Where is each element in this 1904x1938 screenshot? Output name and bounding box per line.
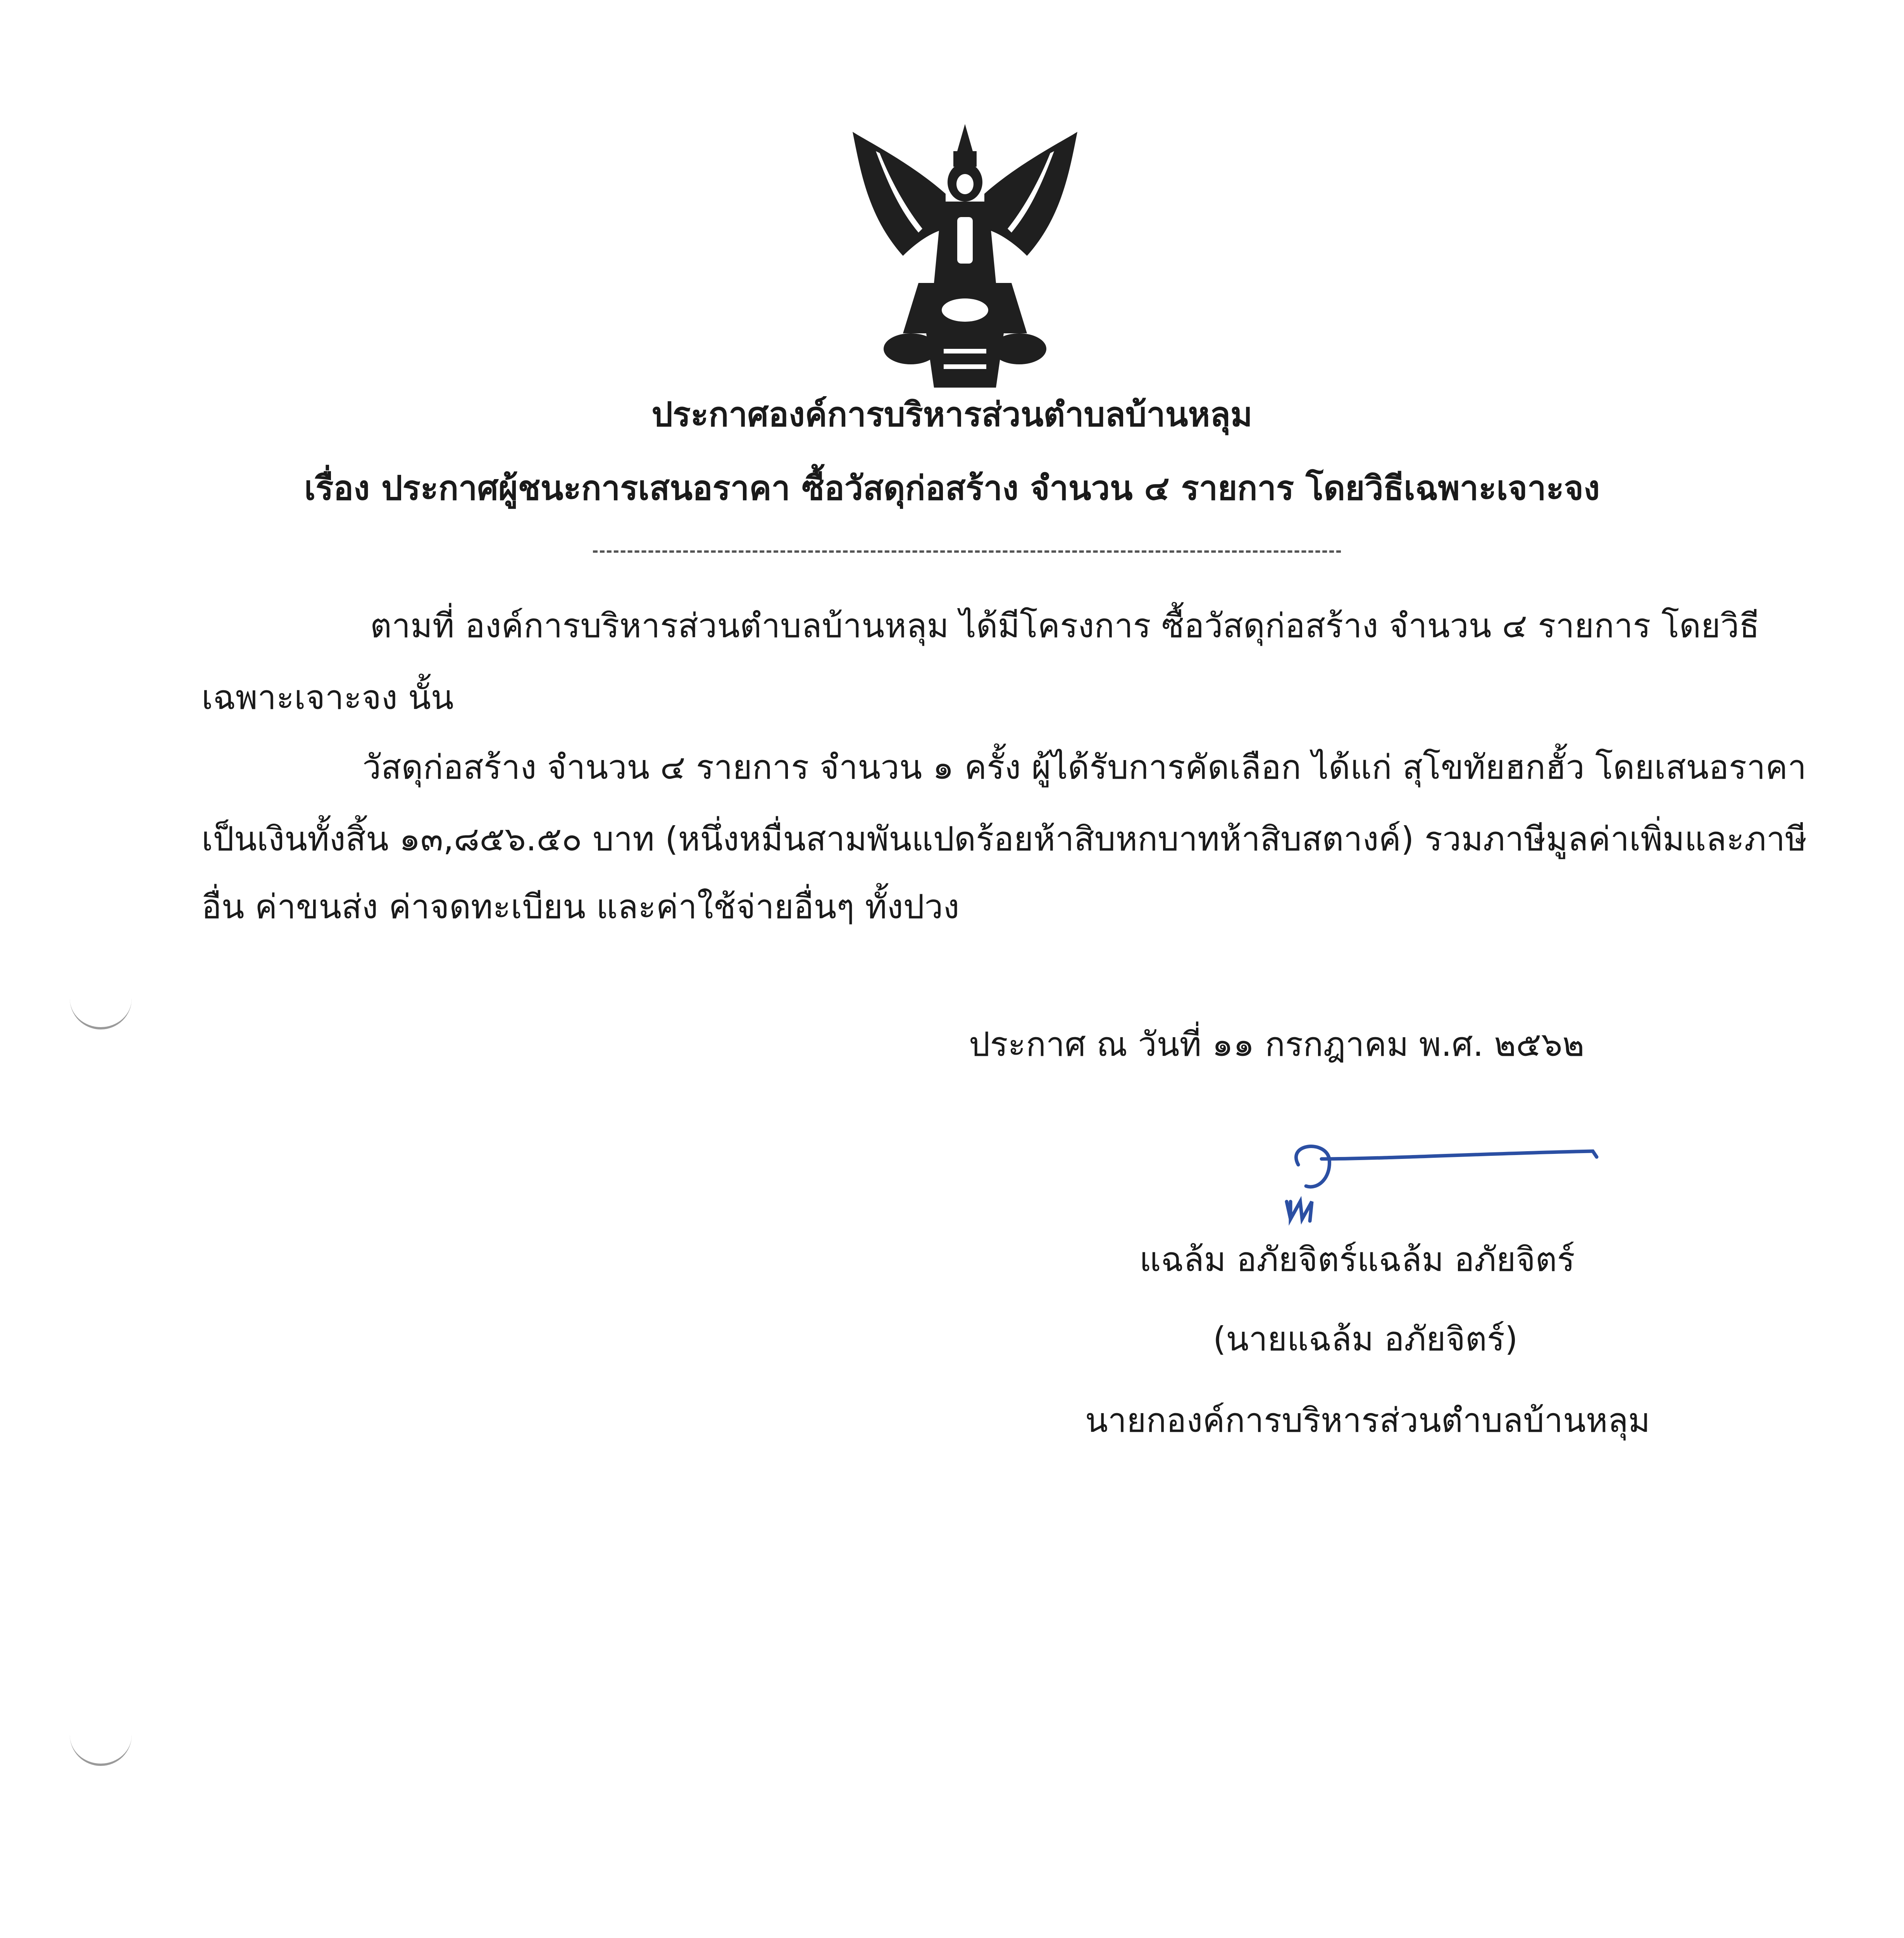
announcement-title: ประกาศองค์การบริหารส่วนตำบลบ้านหลุม <box>651 395 1253 434</box>
paragraph-1-line-1: ตามที่ องค์การบริหารส่วนตำบลบ้านหลุม ได้มีโครงการ ซื้อวัสดุก่อสร้าง จำนวน ๔ รายการ โดยวิธี <box>370 607 1760 645</box>
signer-position: นายกองค์การบริหารส่วนตำบลบ้านหลุม <box>1085 1401 1650 1440</box>
garuda-emblem-icon <box>841 116 1089 395</box>
paragraph-2-line-2: เป็นเงินทั้งสิ้น ๑๓,๘๕๖.๕๐ บาท (หนึ่งหมื่นสามพันแปดร้อยห้าสิบหกบาทห้าสิบสตางค์) รวมภาษีมูลค่าเพิ่มและภาษี <box>202 820 1807 859</box>
signer-name: แฉล้ม อภัยจิตร์แฉล้ม อภัยจิตร์ <box>1139 1240 1575 1279</box>
announcement-subject: เรื่อง ประกาศผู้ชนะการเสนอราคา ซื้อวัสดุก่อสร้าง จำนวน ๔ รายการ โดยวิธีเฉพาะเจาะจง <box>304 469 1600 508</box>
paragraph-2-line-1: วัสดุก่อสร้าง จำนวน ๔ รายการ จำนวน ๑ ครั้ง ผู้ได้รับการคัดเลือก ได้แก่ สุโขทัยฮกฮั้ว โดยเสนอราคา <box>362 748 1807 787</box>
signature-icon <box>1263 1128 1612 1236</box>
announcement-date: ประกาศ ณ วันที่ ๑๑ กรกฎาคม พ.ศ. ๒๕๖๒ <box>969 1025 1585 1064</box>
paragraph-1-line-2: เฉพาะเจาะจง นั้น <box>202 678 454 717</box>
signer-name-parenthesized: (นายแฉล้ม อภัยจิตร์) <box>1213 1320 1518 1359</box>
punch-hole-mark <box>70 992 132 1029</box>
paragraph-2-line-3: อื่น ค่าขนส่ง ค่าจดทะเบียน และค่าใช้จ่ายอื่นๆ ทั้งปวง <box>202 888 960 926</box>
header-divider <box>593 550 1341 553</box>
punch-hole-mark <box>70 1729 132 1766</box>
